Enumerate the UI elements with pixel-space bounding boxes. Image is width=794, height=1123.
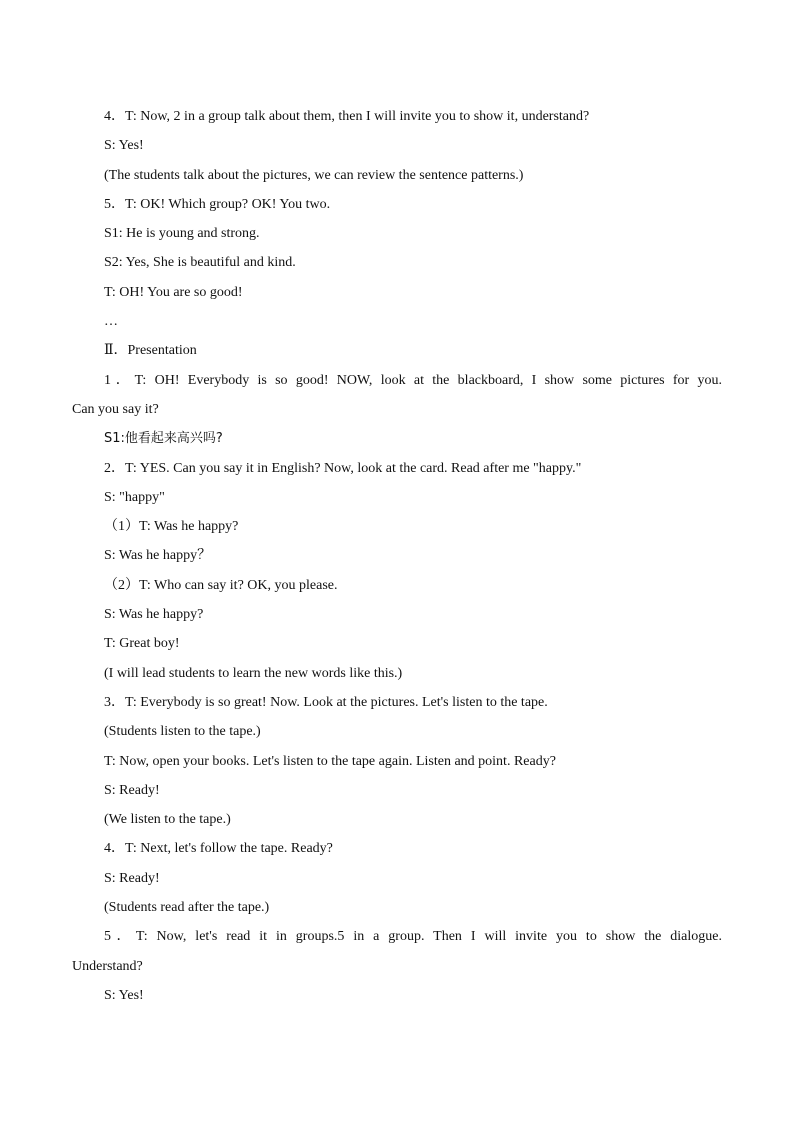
note-we-listen-line: (We listen to the tape.) [104,812,231,828]
student-chinese-line: S1:他看起来高兴吗? [104,431,223,447]
student-1-line: S1: He is young and strong. [104,226,260,242]
presentation-step-3-line: 3．T: Everybody is so great! Now. Look at the pictures. Let's listen to the tape. [104,694,548,710]
student-ready-line-2: S: Ready! [104,870,160,886]
note-listen-line: (Students listen to the tape.) [104,724,261,740]
note-new-words-line: (I will lead students to learn the new words like this.) [104,665,403,681]
teacher-open-books-line: T: Now, open your books. Let's listen to the tape again. Listen and point. Ready? [104,753,556,769]
document-body [72,102,722,1010]
presentation-step-1-continuation: Can you say it? [72,401,159,417]
substep-1-line: （1）T: Was he happy? [104,519,239,535]
student-response-line: S: Yes! [104,138,144,154]
presentation-step-4-line: 4．T: Next, let's follow the tape. Ready? [104,841,333,857]
teacher-praise-line: T: OH! You are so good! [104,284,243,300]
teacher-great-boy-line: T: Great boy! [104,636,180,652]
student-was-he-happy-line: S: Was he happy？ [104,548,212,564]
step-5-teacher-line: 5．T: OK! Which group? OK! You two. [104,196,331,212]
ellipsis-line: … [104,314,118,330]
note-line: (The students talk about the pictures, we can review the sentence patterns.) [104,167,524,183]
presentation-step-5-line: 5．T: Now, let's read it in groups.5 in a group. Then I will invite you to show the dialogue. [104,929,722,945]
section-heading-presentation: Ⅱ．Presentation [104,343,197,359]
student-was-he-happy-line-2: S: Was he happy? [104,607,204,623]
note-read-after-line: (Students read after the tape.) [104,900,270,916]
presentation-step-2-line: 2．T: YES. Can you say it in English? Now, look at the card. Read after me "happy." [104,460,582,476]
student-2-line: S2: Yes, She is beautiful and kind. [104,255,296,271]
substep-2-line: （2）T: Who can say it? OK, you please. [104,577,338,593]
student-happy-line: S: "happy" [104,489,165,505]
presentation-step-5-continuation: Understand? [72,958,143,974]
presentation-step-1-line: 1．T: OH! Everybody is so good! NOW, look at the blackboard, I show some pictures for you. [104,372,722,388]
student-yes-line: S: Yes! [104,987,144,1003]
student-ready-line: S: Ready! [104,782,160,798]
step-4-teacher-line: 4．T: Now, 2 in a group talk about them, then I will invite you to show it, understand? [104,109,590,124]
